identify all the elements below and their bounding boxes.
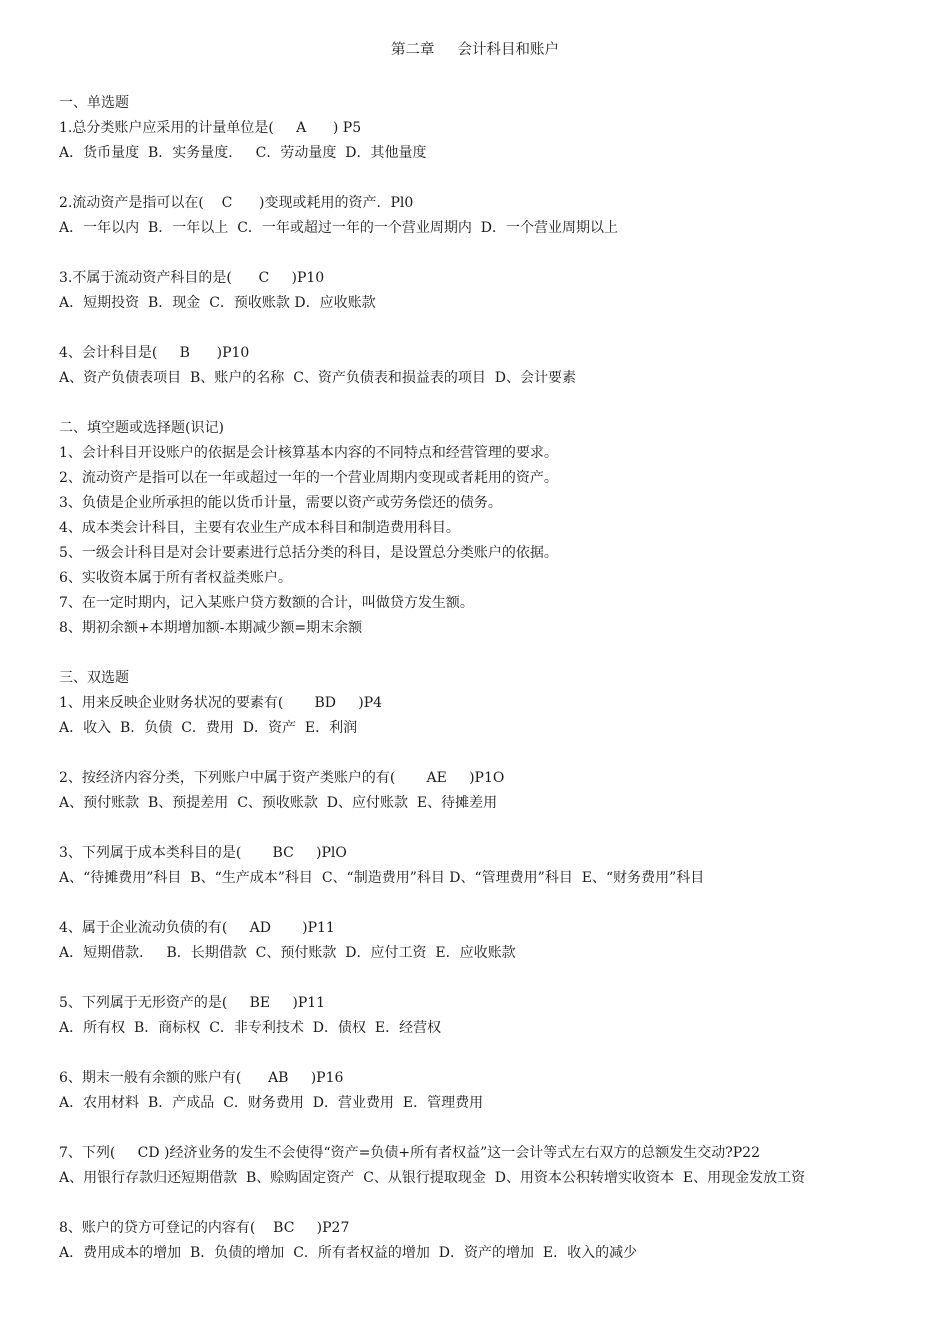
question-options: A．短期投资 B．现金 C．预收账款 D．应收账款 (59, 295, 376, 311)
document-body (59, 91, 919, 1266)
question-stem: 7、下列( CD )经济业务的发生不会使得“资产=负债+所有者权益”这一会计等式左右双方的总额发生交动?P22 (59, 1145, 760, 1161)
question-options: A、用银行存款归还短期借款 B、赊购固定资产 C、从银行提取现金 D、用资本公积转增实收资本 E、用现金发放工资 (59, 1170, 806, 1186)
question-stem: 8、账户的贷方可登记的内容有( BC )P27 (59, 1220, 350, 1236)
question-options: A．一年以内 B．一年以上 C．一年或超过一年的一个营业周期内 D．一个营业周期以上 (59, 220, 619, 236)
question-options: A．费用成本的增加 B．负债的增加 C．所有者权益的增加 D．资产的增加 E．收入的减少 (59, 1245, 638, 1261)
fill-item: 1、会计科目开设账户的依据是会计核算基本内容的不同特点和经营管理的要求。 (59, 445, 558, 461)
question-options: A．货币量度 B．实务量度． C．劳动量度 D．其他量度 (59, 145, 427, 161)
question-stem: 3、下列属于成本类科目的是( BC )PlO (59, 845, 347, 861)
section-heading: 二、填空题或选择题(识记) (59, 420, 224, 436)
question-stem: 5、下列属于无形资产的是( BE )P11 (59, 995, 326, 1011)
question-stem: 6、期末一般有余额的账户有( AB )P16 (59, 1070, 344, 1086)
question-options: A、“待摊费用”科目 B、“生产成本”科目 C、“制造费用”科目 D、“管理费用”科目 E、“财务费用”科目 (59, 870, 705, 886)
section-heading: 一、单选题 (59, 95, 129, 111)
question-options: A、资产负债表项目 B、账户的名称 C、资产负债表和损益表的项目 D、会计要素 (59, 370, 577, 386)
fill-item: 2、流动资产是指可以在一年或超过一年的一个营业周期内变现或者耗用的资产。 (59, 470, 558, 486)
fill-item: 8、期初余额+本期增加额-本期减少额=期末余额 (59, 620, 363, 636)
section-heading: 三、双选题 (59, 670, 129, 686)
fill-item: 5、一级会计科目是对会计要素进行总括分类的科目，是设置总分类账户的依据。 (59, 545, 558, 561)
question-options: A、预付账款 B、预提差用 C、预收账款 D、应付账款 E、待摊差用 (59, 795, 498, 811)
question-stem: 3.不属于流动资产科目的是( C )P10 (59, 270, 325, 286)
question-stem: 2、按经济内容分类，下列账户中属于资产类账户的有( AE )P1O (59, 770, 505, 786)
question-options: A．所有权 B．商标权 C．非专利技术 D．债权 E．经营权 (59, 1020, 442, 1036)
question-stem: 4、会计科目是( B )P10 (59, 345, 250, 361)
chapter-title: 第二章 会计科目和账户 (390, 42, 560, 58)
question-stem: 1、用来反映企业财务状况的要素有( BD )P4 (59, 695, 383, 711)
fill-item: 7、在一定时期内，记入某账户贷方数额的合计，叫做贷方发生额。 (59, 595, 474, 611)
question-stem: 1.总分类账户应采用的计量单位是( A ) P5 (59, 120, 362, 136)
question-options: A．农用材料 B．产成品 C．财务费用 D．营业费用 E．管理费用 (59, 1095, 484, 1111)
question-options: A．收入 B．负债 C．费用 D．资产 E．利润 (59, 720, 358, 736)
fill-item: 6、实收资本属于所有者权益类账户。 (59, 570, 292, 586)
question-stem: 2.流动资产是指可以在( C )变现或耗用的资产．Pl0 (59, 195, 414, 211)
fill-item: 3、负债是企业所承担的能以货币计量，需要以资产或劳务偿还的债务。 (59, 495, 502, 511)
question-stem: 4、属于企业流动负债的有( AD )P11 (59, 920, 335, 936)
fill-item: 4、成本类会计科目，主要有农业生产成本科目和制造费用科目。 (59, 520, 460, 536)
question-options: A．短期借款． B．长期借款 C、预付账款 D．应付工资 E．应收账款 (59, 945, 516, 961)
